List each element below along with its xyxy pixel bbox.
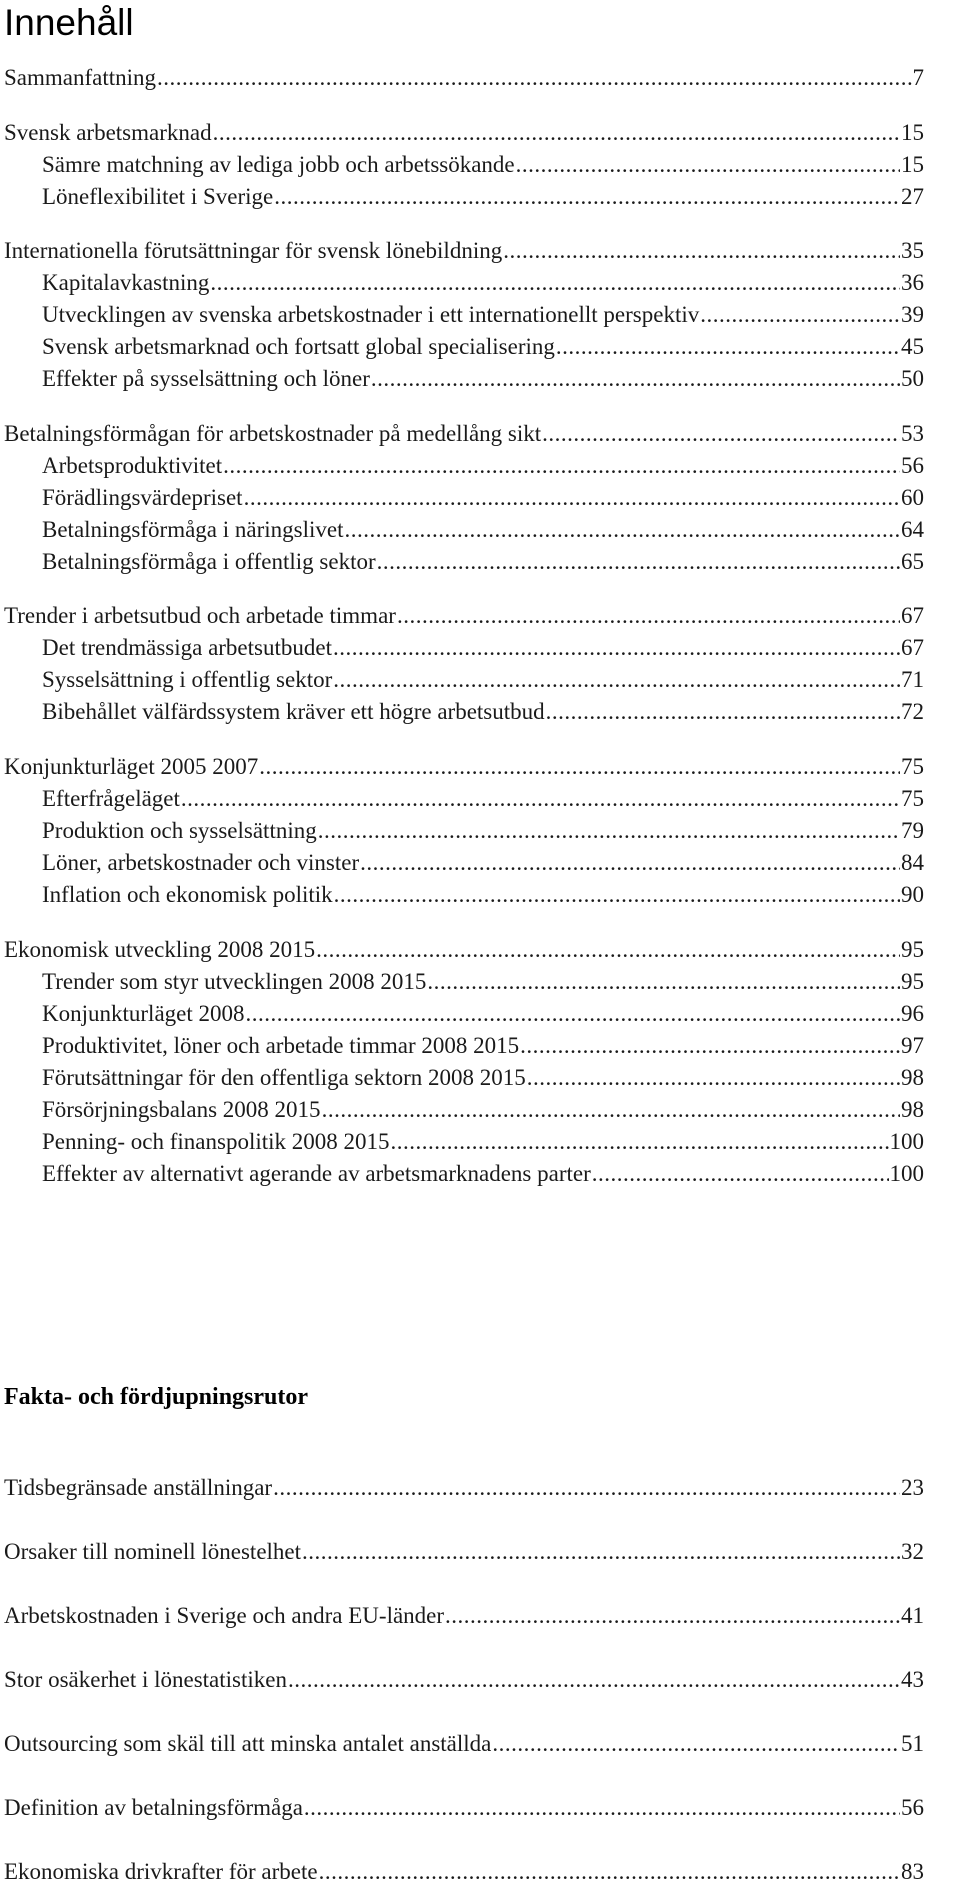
toc-entry-title: Efterfrågeläget [42, 786, 180, 811]
toc-entry-page: 100 [889, 1129, 924, 1154]
toc-entry-page: 75 [901, 754, 924, 779]
toc-entry-page: 36 [901, 270, 924, 295]
toc-entry-title: Sysselsättning i offentlig sektor [42, 667, 333, 692]
toc-entry-page: 50 [901, 366, 924, 391]
toc-entry-title: Svensk arbetsmarknad och fortsatt global specialisering [42, 334, 555, 359]
toc-entry-title: Effekter på sysselsättning och löner [42, 366, 370, 391]
toc-entry-page: 27 [901, 184, 924, 209]
toc-entry-page: 96 [901, 1001, 924, 1026]
toc-entry-title: Löner, arbetskostnader och vinster [42, 850, 360, 875]
fakta-entry[interactable] [4, 1728, 924, 1760]
toc-entry-title: Bibehållet välfärdssystem kräver ett högre arbetsutbud [42, 699, 545, 724]
fakta-entry[interactable] [4, 1536, 924, 1568]
toc-entry-title: Internationella förutsättningar för svensk lönebildning [4, 238, 503, 263]
fakta-entry-page: 83 [901, 1859, 924, 1884]
toc-dot-leader [302, 1536, 900, 1568]
toc-entry-title: Konjunkturläget 2005 2007 [4, 754, 259, 779]
fakta-entry-title: Definition av betalningsförmåga [4, 1795, 303, 1820]
toc-entry-page: 95 [901, 969, 924, 994]
toc-entry-title: Utvecklingen av svenska arbetskostnader i ett internationellt perspektiv [42, 302, 700, 327]
toc-entry-page: 60 [901, 485, 924, 510]
fakta-entry-page: 23 [901, 1475, 924, 1500]
toc-dot-leader [288, 1664, 900, 1696]
toc-dot-leader [273, 1472, 900, 1504]
toc-entry-page: 98 [901, 1065, 924, 1090]
toc-entry-title: Sammanfattning [4, 65, 157, 90]
toc-entry-title: Trender som styr utvecklingen 2008 2015 [42, 969, 427, 994]
toc-entry-title: Ekonomisk utveckling 2008 2015 [4, 937, 316, 962]
toc-entry-page: 67 [901, 603, 924, 628]
toc-entry-title: Förädlingsvärdepriset [42, 485, 243, 510]
fakta-entry[interactable] [4, 1664, 924, 1696]
fakta-entry-page: 32 [901, 1539, 924, 1564]
fakta-entry-page: 51 [901, 1731, 924, 1756]
toc-dot-leader [445, 1600, 900, 1632]
toc-entry-title: Produktion och sysselsättning [42, 818, 317, 843]
toc-entry-title: Inflation och ekonomisk politik [42, 882, 333, 907]
toc-entry-title: Svensk arbetsmarknad [4, 120, 212, 145]
toc-dot-leader [319, 1856, 900, 1888]
toc-entry-page: 39 [901, 302, 924, 327]
toc-dot-leader [492, 1728, 900, 1760]
toc-entry-page: 75 [901, 786, 924, 811]
fakta-entry[interactable] [4, 1472, 924, 1504]
fakta-entry[interactable] [4, 1600, 924, 1632]
toc-entry-title: Betalningsförmåga i näringslivet [42, 517, 344, 542]
toc-entry-page: 35 [901, 238, 924, 263]
toc-entry-page: 56 [901, 453, 924, 478]
fakta-entry-title: Tidsbegränsade anställningar [4, 1475, 273, 1500]
toc-entry-title: Trender i arbetsutbud och arbetade timmar [4, 603, 396, 628]
page-title: Innehåll [4, 2, 134, 43]
toc-entry-title: Sämre matchning av lediga jobb och arbetssökande [42, 152, 515, 177]
toc-entry-title: Arbetsproduktivitet [42, 453, 223, 478]
fakta-entry-title: Outsourcing som skäl till att minska antalet anställda [4, 1731, 492, 1756]
toc-entry-page: 79 [901, 818, 924, 843]
toc-entry-page: 7 [912, 65, 924, 90]
toc-entry-page: 84 [901, 850, 924, 875]
toc-entry-page: 67 [901, 635, 924, 660]
toc-entry-title: Betalningsförmåga i offentlig sektor [42, 549, 376, 574]
fakta-entry-page: 41 [901, 1603, 924, 1628]
toc-entry-page: 97 [901, 1033, 924, 1058]
toc-entry-page: 100 [889, 1161, 924, 1186]
toc-entry-page: 15 [901, 152, 924, 177]
fakta-entry[interactable] [4, 1856, 924, 1888]
toc-entry-title: Betalningsförmågan för arbetskostnader på medellång sikt [4, 421, 542, 446]
toc-entry-page: 45 [901, 334, 924, 359]
toc-entry-page: 53 [901, 421, 924, 446]
toc-entry-page: 95 [901, 937, 924, 962]
fakta-entry-title: Arbetskostnaden i Sverige och andra EU-länder [4, 1603, 445, 1628]
toc-entry-title: Löneflexibilitet i Sverige [42, 184, 274, 209]
fakta-entry-title: Orsaker till nominell lönestelhet [4, 1539, 302, 1564]
toc-entry-page: 98 [901, 1097, 924, 1122]
fakta-entry-title: Stor osäkerhet i lönestatistiken [4, 1667, 287, 1692]
toc-entry-page: 15 [901, 120, 924, 145]
toc-entry-title: Penning- och finanspolitik 2008 2015 [42, 1129, 390, 1154]
toc-entry-page: 90 [901, 882, 924, 907]
fakta-entry-title: Ekonomiska drivkrafter för arbete [4, 1859, 318, 1884]
toc-entry-title: Det trendmässiga arbetsutbudet [42, 635, 332, 660]
toc-entry-page: 72 [901, 699, 924, 724]
toc-entry-title: Konjunkturläget 2008 [42, 1001, 245, 1026]
fakta-entry-page: 56 [901, 1795, 924, 1820]
fakta-section-heading: Fakta- och fördjupningsrutor [4, 1384, 309, 1410]
toc-entry-page: 71 [901, 667, 924, 692]
toc-entry-title: Försörjningsbalans 2008 2015 [42, 1097, 321, 1122]
fakta-entry-page: 43 [901, 1667, 924, 1692]
toc-entry-title: Produktivitet, löner och arbetade timmar 2008 2015 [42, 1033, 520, 1058]
toc-entry-title: Effekter av alternativt agerande av arbetsmarknadens parter [42, 1161, 591, 1186]
toc-dot-leader [304, 1792, 900, 1824]
toc-entry-title: Kapitalavkastning [42, 270, 210, 295]
toc-entry-title: Förutsättningar för den offentliga sektorn 2008 2015 [42, 1065, 526, 1090]
toc-entry-page: 64 [901, 517, 924, 542]
fakta-entry[interactable] [4, 1792, 924, 1824]
toc-entry-page: 65 [901, 549, 924, 574]
